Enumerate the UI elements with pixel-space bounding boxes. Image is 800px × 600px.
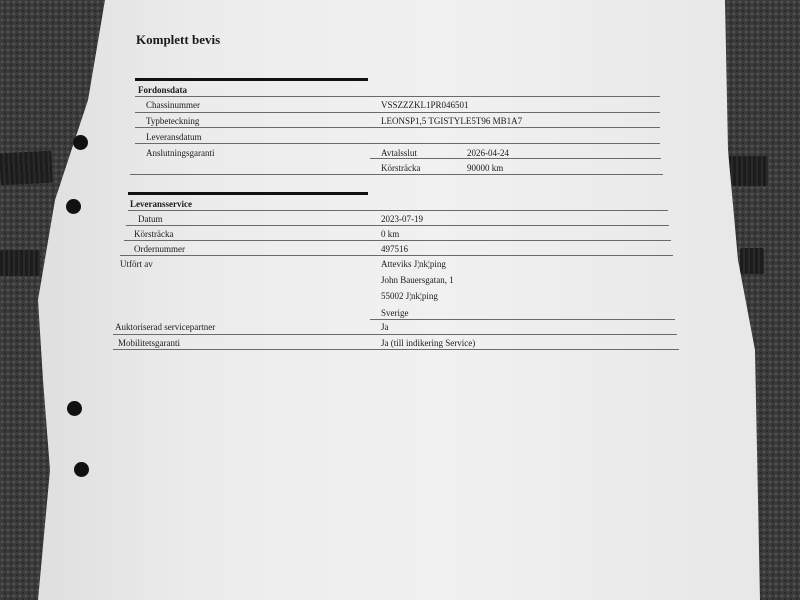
punch-hole (74, 462, 89, 477)
mobility-warranty-value: Ja (till indikering Service) (381, 338, 476, 348)
row-rule (126, 225, 669, 226)
row-rule (128, 210, 668, 211)
row-rule (135, 96, 660, 97)
authorized-partner-label: Auktoriserad servicepartner (115, 322, 216, 332)
delivery-date-label: Leveransdatum (146, 132, 202, 142)
mobility-warranty-label: Mobilitetsgaranti (118, 338, 180, 348)
row-rule (135, 143, 660, 144)
vehicle-mileage-value: 90000 km (467, 163, 504, 173)
row-rule (130, 174, 663, 175)
contract-end-label: Avtalsslut (381, 148, 417, 158)
chassis-value: VSSZZZKL1PR046501 (381, 100, 469, 110)
order-number-value: 497516 (381, 244, 408, 254)
service-date-value: 2023-07-19 (381, 214, 423, 224)
performed-by-line: Atteviks J¦nk¦ping (381, 259, 446, 269)
vehicle-mileage-label: Körsträcka (381, 163, 421, 173)
warranty-label: Anslutningsgaranti (146, 148, 215, 158)
performed-by-line: Sverige (381, 308, 409, 318)
row-rule (370, 319, 675, 320)
page-title: Komplett bevis (136, 32, 221, 47)
row-rule (113, 334, 677, 335)
authorized-partner-value: Ja (381, 322, 389, 332)
row-rule (370, 158, 661, 159)
section-heading-service: Leveransservice (130, 199, 192, 209)
strap-left-top (0, 151, 53, 186)
section-divider (135, 78, 368, 81)
strap-left-bottom (0, 250, 40, 276)
type-value: LEONSP1,5 TGISTYLE5T96 MB1A7 (381, 116, 523, 126)
performed-by-line: 55002 J¦nk¦ping (381, 291, 438, 301)
strap-right-top (728, 156, 768, 186)
strap-right-bottom (740, 248, 764, 274)
punch-hole (73, 135, 88, 150)
service-mileage-value: 0 km (381, 229, 400, 239)
order-number-label: Ordernummer (134, 244, 185, 254)
performed-by-label: Utfört av (120, 259, 153, 269)
service-mileage-label: Körsträcka (134, 229, 174, 239)
performed-by-line: John Bauersgatan, 1 (381, 275, 454, 285)
row-rule (124, 240, 671, 241)
row-rule (135, 127, 660, 128)
row-rule (135, 112, 660, 113)
punch-hole (67, 401, 82, 416)
service-date-label: Datum (138, 214, 163, 224)
row-rule (113, 349, 679, 350)
row-rule (120, 255, 673, 256)
type-label: Typbeteckning (146, 116, 200, 126)
chassis-label: Chassinummer (146, 100, 200, 110)
contract-end-value: 2026-04-24 (467, 148, 509, 158)
section-heading-vehicle: Fordonsdata (138, 85, 188, 95)
punch-hole (66, 199, 81, 214)
section-divider (128, 192, 368, 195)
